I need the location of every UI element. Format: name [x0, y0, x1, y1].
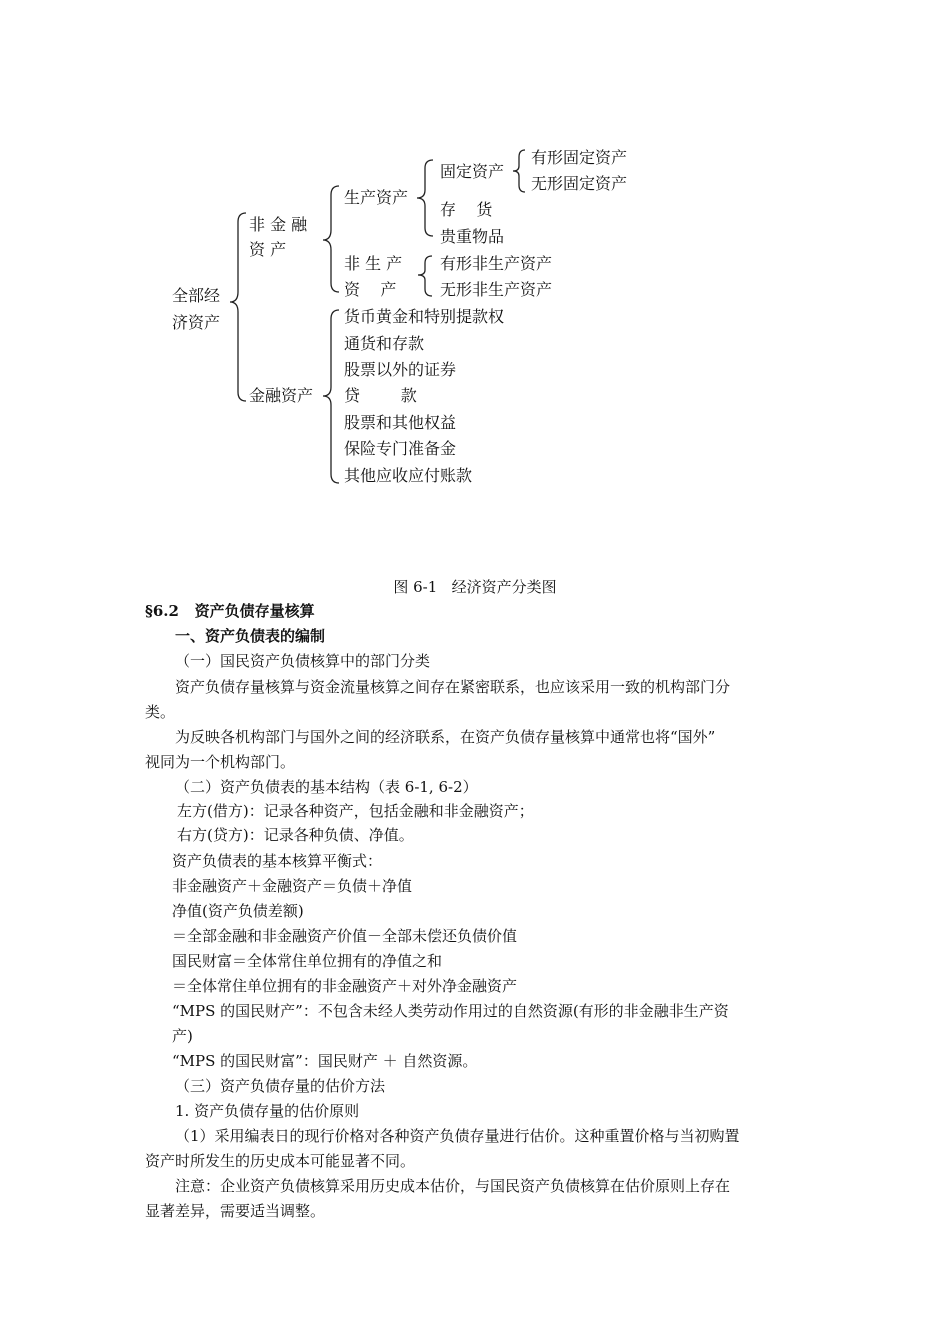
paragraph-line: ＝全部金融和非金融资产价值－全部未偿还负债价值: [172, 927, 518, 945]
paragraph-line: 国民财富＝全体常住单位拥有的净值之和: [172, 952, 443, 970]
figure-caption: 图 6-1 经济资产分类图: [393, 578, 557, 596]
root-label-line1: 全部经: [172, 286, 221, 305]
paragraph-line: 左方(借方)：记录各种资产，包括金融和非金融资产；: [177, 802, 534, 820]
nonproduced-label-line2: 资 产: [344, 280, 397, 299]
tangible-fixed-label: 有形固定资产: [531, 148, 628, 167]
paragraph-line: 净值(资产负债差额): [172, 902, 304, 920]
inventory-label: 存 货: [440, 200, 493, 219]
financial-item: 股票以外的证券: [344, 360, 457, 379]
paragraph-line: “MPS 的国民财产”：不包含未经人类劳动作用过的自然资源(有形的非金融非生产资: [172, 1002, 729, 1020]
financial-item: 货币黄金和特别提款权: [344, 307, 505, 326]
produced-label: 生产资产: [344, 188, 409, 207]
nonproduced-brace: [418, 256, 432, 296]
paragraph-line: 资产时所发生的历史成本可能显著不同。: [145, 1152, 416, 1170]
nonproduced-label-line1: 非 生 产: [344, 254, 403, 273]
tangible-nonproduced-label: 有形非生产资产: [440, 254, 553, 273]
fixed-label: 固定资产: [440, 162, 505, 181]
financial-item: 其他应收应付账款: [344, 466, 473, 485]
fixed-brace: [513, 150, 525, 192]
section-heading: §6.2 资产负债存量核算: [145, 602, 315, 620]
paragraph-line: 右方(贷方)：记录各种负债、净值。: [177, 826, 414, 844]
subsection-heading: 一、资产负债表的编制: [175, 627, 326, 645]
paragraph-line: 视同为一个机构部门。: [145, 753, 296, 771]
paragraph-line: （三）资产负债存量的估价方法: [175, 1077, 386, 1095]
intangible-fixed-label: 无形固定资产: [531, 174, 628, 193]
financial-item: 股票和其他权益: [344, 413, 457, 432]
paragraph-line: （一）国民资产负债核算中的部门分类: [175, 652, 431, 670]
nonfinancial-label-line2: 资 产: [249, 240, 287, 259]
financial-item: 贷 款: [344, 386, 417, 405]
paragraph-line: “MPS 的国民财富”：国民财产 ＋ 自然资源。: [172, 1052, 478, 1070]
paragraph-line: （1）采用编表日的现行价格对各种资产负债存量进行估价。这种重置价格与当初购置: [175, 1127, 740, 1145]
paragraph-line: ＝全体常住单位拥有的非金融资产＋对外净金融资产: [172, 977, 518, 995]
root-label-line2: 济资产: [172, 313, 221, 332]
intangible-nonproduced-label: 无形非生产资产: [440, 280, 553, 299]
root-brace: [230, 213, 246, 401]
paragraph-line: 资产负债表的基本核算平衡式：: [172, 852, 383, 870]
financial-item: 保险专门准备金: [344, 439, 457, 458]
nonfinancial-label-line1: 非 金 融: [249, 215, 308, 234]
paragraph-line: 注意：企业资产负债核算采用历史成本估价，与国民资产负债核算在估价原则上存在: [175, 1177, 731, 1195]
paragraph-line: 显著差异，需要适当调整。: [145, 1202, 326, 1220]
nonfinancial-brace: [323, 186, 339, 292]
paragraph-line: 类。: [145, 703, 176, 721]
paragraph-line: 为反映各机构部门与国外之间的经济联系，在资产负债存量核算中通常也将“国外”: [175, 728, 716, 746]
paragraph-line: （二）资产负债表的基本结构（表 6-1, 6-2）: [175, 778, 478, 796]
paragraph-line: 资产负债存量核算与资金流量核算之间存在紧密联系，也应该采用一致的机构部门分: [175, 678, 731, 696]
paragraph-line: 非金融资产＋金融资产＝负债＋净值: [172, 877, 413, 895]
financial-label: 金融资产: [249, 386, 314, 405]
financial-brace: [323, 310, 339, 483]
valuables-label: 贵重物品: [440, 227, 505, 246]
financial-item: 通货和存款: [344, 334, 425, 353]
paragraph-line: 产): [172, 1027, 193, 1045]
paragraph-line: 1. 资产负债存量的估价原则: [175, 1102, 360, 1120]
produced-brace: [417, 160, 433, 236]
